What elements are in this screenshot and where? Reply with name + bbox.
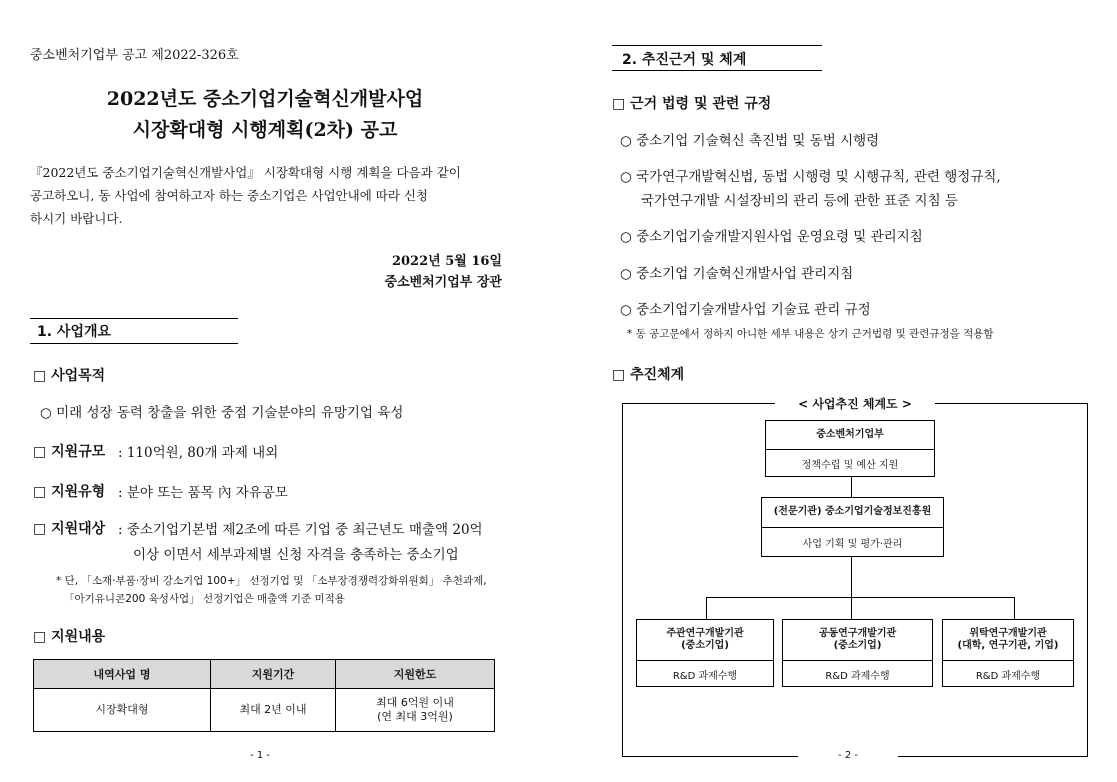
box-lead-institution-title: 주관연구개발기관 bbox=[666, 627, 744, 639]
type-label: □ 지원유형 bbox=[33, 484, 106, 500]
box-joint-institution-body: R&D 과제수행 bbox=[825, 670, 890, 682]
table-cell: 시장확대형 bbox=[34, 689, 211, 732]
table-header: 지원한도 bbox=[336, 660, 495, 689]
support-table bbox=[33, 659, 495, 732]
basis-item: ○ 중소기업기술개발지원사업 운영요령 및 관리지침 bbox=[620, 229, 923, 245]
type-value: : 분야 또는 품목 內 자유공모 bbox=[118, 485, 288, 501]
basis-note: * 동 공고문에서 정하지 아니한 세부 내용은 상기 근거법령 및 관련규정을 적용함 bbox=[627, 328, 994, 340]
table-header-row bbox=[34, 660, 495, 689]
section-2-title: 2. 추진근거 및 체계 bbox=[622, 52, 747, 68]
scale-value: : 110억원, 80개 과제 내외 bbox=[118, 445, 279, 461]
system-heading: □ 추진체계 bbox=[612, 367, 685, 383]
target-value-line-1: : 중소기업기본법 제2조에 따른 기업 중 최근년도 매출액 20억 bbox=[118, 522, 483, 538]
basis-heading: □ 근거 법령 및 관련 규정 bbox=[612, 96, 772, 112]
notice-date: 2022년 5월 16일 bbox=[391, 254, 502, 269]
basis-item-continued: 국가연구개발 시설장비의 관리 등에 관한 표준 지침 등 bbox=[641, 193, 958, 209]
basis-item: ○ 중소기업 기술혁신개발사업 관리지침 bbox=[620, 266, 854, 282]
box-commissioned-institution bbox=[942, 619, 1074, 687]
box-lead-institution-sub: (중소기업) bbox=[681, 640, 729, 651]
section-1-rule-top bbox=[30, 318, 238, 319]
intro-text-line-1: 『2022년도 중소기업기술혁신개발사업』 시장확대형 시행 계획을 다음과 같이 bbox=[30, 165, 461, 180]
exception-note-line-1: * 단, 「소재·부품·장비 강소기업 100+」 선정기업 및 「소부장경쟁력강화위원회」 추천과제, bbox=[56, 575, 487, 587]
box-joint-institution-sub: (중소기업) bbox=[833, 640, 882, 651]
exception-note-line-2: 「아기유니콘200 육성사업」 선정기업은 매출액 기준 미적용 bbox=[64, 593, 345, 605]
title-line-2: 시장확대형 시행계획(2차) 공고 bbox=[132, 119, 398, 141]
box-ministry bbox=[765, 420, 935, 477]
box-lead-institution-head bbox=[637, 620, 773, 661]
connector-mid-branch bbox=[851, 557, 852, 597]
basis-item: ○ 중소기업기술개발사업 기술료 관리 규정 bbox=[620, 302, 871, 318]
box-joint-institution bbox=[782, 619, 933, 687]
intro-text-line-3: 하시기 바랍니다. bbox=[30, 211, 123, 226]
purpose-heading: □ 사업목적 bbox=[33, 368, 106, 384]
table-row bbox=[34, 689, 495, 732]
box-agency-head: (전문기관) 중소기업기술정보진흥원 bbox=[762, 498, 943, 528]
content-heading: □ 지원내용 bbox=[33, 629, 106, 645]
basis-item: ○ 중소기업 기술혁신 촉진법 및 동법 시행령 bbox=[620, 133, 880, 149]
limit-line-1: 최대 6억원 이내 bbox=[376, 695, 454, 709]
table-header: 지원기간 bbox=[211, 660, 336, 689]
table-header: 내역사업 명 bbox=[34, 660, 211, 689]
box-commissioned-institution-body: R&D 과제수행 bbox=[975, 670, 1041, 682]
table-cell: 최대 2년 이내 bbox=[211, 689, 336, 732]
section-1-rule-bottom bbox=[30, 343, 238, 344]
title-line-1: 2022년도 중소기업기술혁신개발사업 bbox=[106, 88, 424, 110]
notice-issuer: 중소벤처기업부 장관 bbox=[384, 275, 502, 290]
limit-line-2: (연 최대 3억원) bbox=[377, 710, 453, 723]
box-lead-institution bbox=[636, 619, 774, 687]
box-agency bbox=[761, 497, 944, 557]
scale-label: □ 지원규모 bbox=[33, 444, 106, 460]
target-value-line-2: 이상 이면서 세부과제별 신청 자격을 충족하는 중소기업 bbox=[133, 547, 459, 563]
purpose-item: ○ 미래 성장 동력 창출을 위한 중점 기술분야의 유망기업 육성 bbox=[40, 405, 404, 421]
target-label: □ 지원대상 bbox=[33, 521, 106, 537]
basis-item: ○ 국가연구개발혁신법, 동법 시행령 및 시행규칙, 관련 행정규칙, bbox=[620, 169, 1001, 185]
section-1-title: 1. 사업개요 bbox=[37, 324, 112, 340]
box-joint-institution-title: 공동연구개발기관 bbox=[818, 627, 897, 639]
connector-branch-3 bbox=[1014, 597, 1015, 619]
connector-branch-2 bbox=[851, 597, 852, 619]
diagram-title: < 사업추진 체계도 > bbox=[775, 395, 935, 412]
box-commissioned-institution-title: 위탁연구개발기관 bbox=[969, 627, 1047, 639]
connector-horizontal bbox=[706, 597, 1015, 598]
box-agency-body: 사업 기획 및 평가·관리 bbox=[802, 539, 903, 550]
box-commissioned-institution-sub: (대학, 연구기관, 기업) bbox=[957, 640, 1059, 651]
notice-number: 중소벤처기업부 공고 제2022-326호 bbox=[30, 48, 239, 63]
box-ministry-head: 중소벤처기업부 bbox=[766, 421, 934, 450]
page-number-1: - 1 - bbox=[250, 750, 270, 761]
table-cell bbox=[336, 689, 495, 732]
section-2-rule-bottom bbox=[612, 70, 822, 71]
connector-top-mid bbox=[851, 476, 852, 498]
page-number-2: - 2 - bbox=[798, 750, 898, 761]
box-lead-institution-body: R&D 과제수행 bbox=[672, 670, 738, 682]
box-joint-institution-head bbox=[783, 620, 932, 661]
connector-branch-1 bbox=[706, 597, 707, 619]
box-ministry-body: 정책수립 및 예산 지원 bbox=[801, 460, 899, 471]
section-2-rule-top bbox=[612, 45, 822, 46]
box-commissioned-institution-head bbox=[943, 620, 1073, 661]
intro-text-line-2: 공고하오니, 동 사업에 참여하고자 하는 중소기업은 사업안내에 따라 신청 bbox=[30, 188, 429, 203]
